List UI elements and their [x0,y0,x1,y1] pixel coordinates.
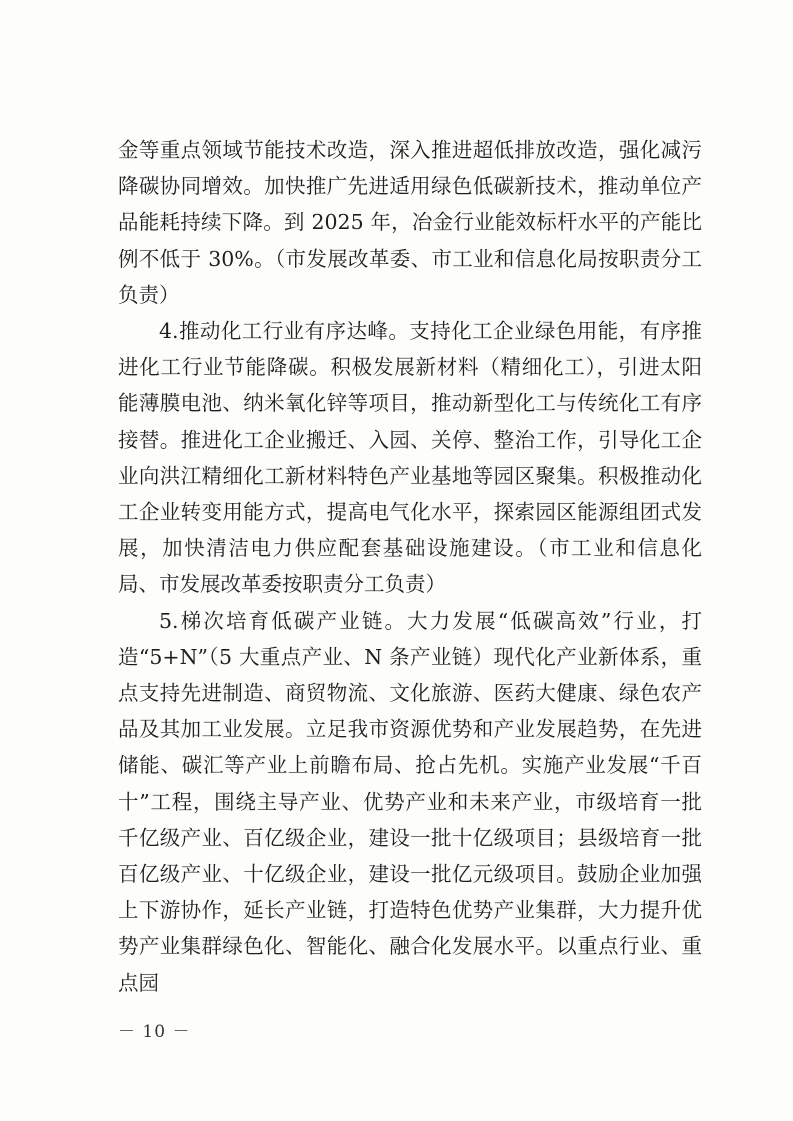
paragraph-low-carbon-chain: 5.梯次培育低碳产业链。大力发展“低碳高效”行业，打造“5+N”（5 大重点产业、N 条产业链）现代化产业新体系，重点支持先进制造、商贸物流、文化旅游、医药大健康、绿色农产品及其加工业发展。立足我市资源优势和产业发展趋势，在先进储能、碳汇等产业上前瞻布局、抢占先机。实施产业发展“千百十”工程，围绕主导产业、优势产业和未来产业，市级培育一批千亿级产业、百亿级企业，建设一批十亿级项目；县级培育一批百亿级产业、十亿级企业，建设一批亿元级项目。鼓励企业加强上下游协作，延长产业链，打造特色优势产业集群，大力提升优势产业集群绿色化、智能化、融合化发展水平。以重点行业、重点园 [118,608,702,995]
paragraph-continued: 金等重点领域节能技术改造，深入推进超低排放改造，强化减污降碳协同增效。加快推广先进适用绿色低碳新技术，推动单位产品能耗持续下降。到 2025 年，冶金行业能效标杆水平的产能比例不低于 30%。（市发展改革委、市工业和信息化局按职责分工负责） [118,138,702,307]
page-number: － 10 － [118,1022,191,1042]
document-body [118,132,702,1001]
paragraph-chemical-industry: 4.推动化工行业有序达峰。支持化工企业绿色用能，有序推进化工行业节能降碳。积极发展新材料（精细化工），引进太阳能薄膜电池、纳米氧化锌等项目，推动新型化工与传统化工有序接替。推进化工企业搬迁、入园、关停、整治工作，引导化工企业向洪江精细化工新材料特色产业基地等园区聚集。积极推动化工企业转变用能方式，提高电气化水平，探索园区能源组团式发展，加快清洁电力供应配套基础设施建设。（市工业和信息化局、市发展改革委按职责分工负责） [118,319,702,597]
